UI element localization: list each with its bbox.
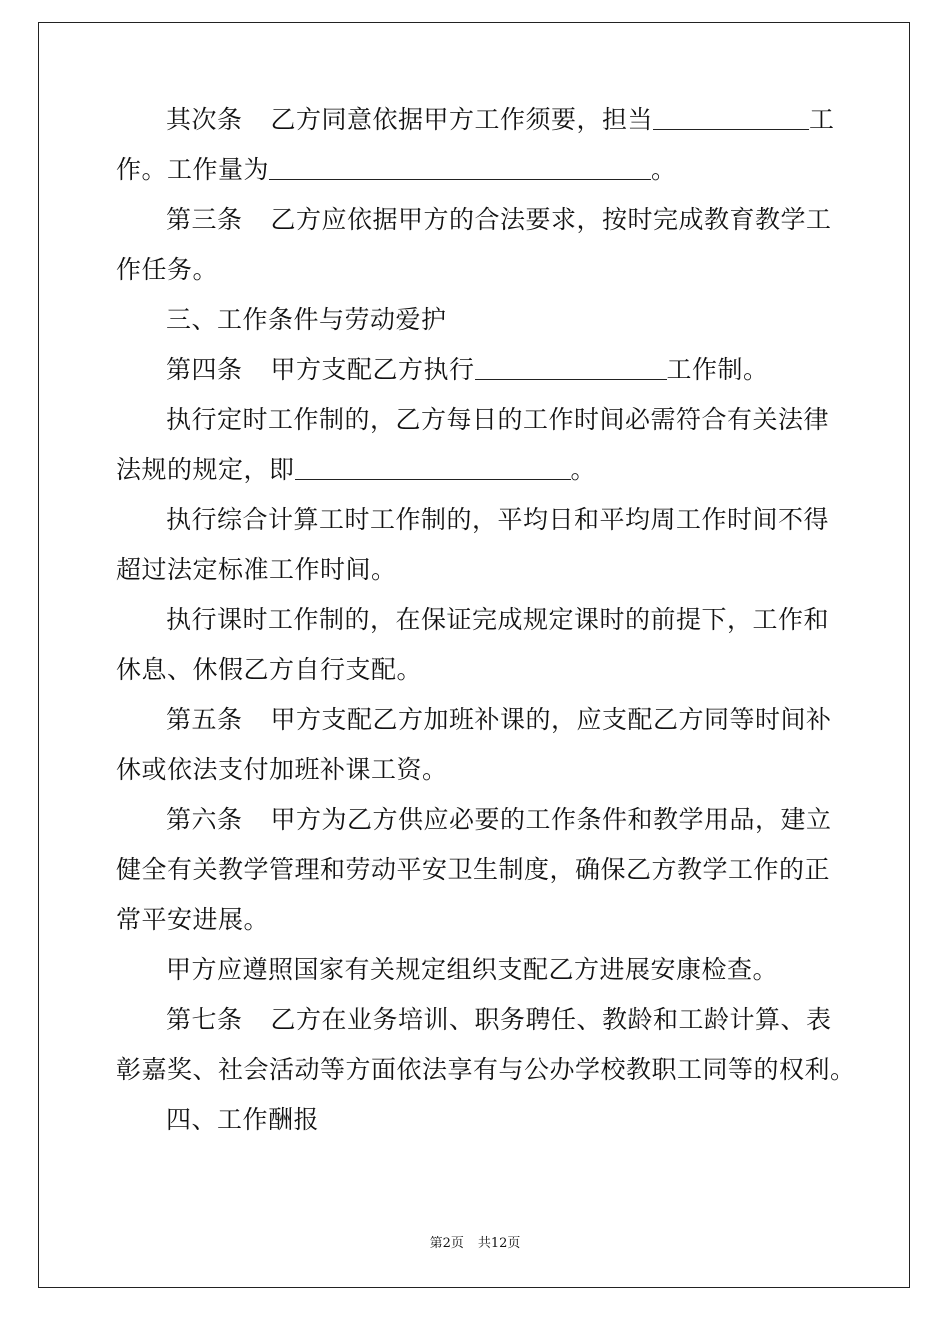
article-6-line-1	[116, 795, 836, 845]
text-segment: 甲方支配乙方加班补课的，应支配乙方同等时间补	[270, 705, 832, 734]
paragraph-line: 休息、休假乙方自行支配。	[116, 655, 423, 684]
text-segment: 乙方在业务培训、职务聘任、教龄和工龄计算、表	[270, 1005, 832, 1034]
paragraph-line: 超过法定标准工作时间。	[116, 555, 397, 584]
page-total: 共12页	[477, 1236, 521, 1251]
text-segment: 甲方支配乙方执行	[270, 355, 475, 384]
paragraph-line: 休或依法支付加班补课工资。	[116, 755, 448, 784]
article-7-line-1	[116, 995, 836, 1045]
page-number: 第2页	[429, 1236, 464, 1251]
paragraph-line: 健全有关教学管理和劳动平安卫生制度，确保乙方教学工作的正	[116, 855, 831, 884]
article-label: 第六条	[166, 805, 243, 834]
text-segment: 。	[651, 155, 677, 184]
article-label: 第五条	[166, 705, 243, 734]
text-segment: 。	[570, 455, 597, 484]
article-2-line-2	[116, 145, 836, 195]
page-footer	[0, 1232, 950, 1251]
text-segment: 工作制。	[666, 355, 769, 384]
section-heading-4: 四、工作酬报	[166, 1105, 320, 1134]
section-heading-3: 三、工作条件与劳动爱护	[166, 305, 447, 334]
article-2-line-1	[116, 95, 836, 145]
text-segment: 乙方同意依据甲方工作须要，担当	[270, 105, 654, 134]
text-segment: 甲方为乙方供应必要的工作条件和教学用品，建立	[270, 805, 832, 834]
article-4-line-1	[116, 345, 836, 395]
article-label: 第四条	[166, 355, 243, 384]
fill-blank-job	[653, 99, 809, 130]
fill-blank-work-system	[475, 349, 667, 380]
article-3-line-1	[116, 195, 836, 245]
paragraph-line: 执行定时工作制的，乙方每日的工作时间必需符合有关法律	[166, 405, 830, 434]
article-3-line-2: 作任务。	[116, 255, 219, 284]
paragraph-line: 常平安进展。	[116, 905, 270, 934]
fill-blank-workload	[269, 149, 651, 180]
text-segment: 工	[809, 105, 835, 134]
paragraph-line: 执行课时工作制的，在保证完成规定课时的前提下，工作和	[166, 605, 830, 634]
paragraph-line: 彰嘉奖、社会活动等方面依法享有与公办学校教职工同等的权利。	[116, 1055, 856, 1084]
fill-blank-rules	[295, 449, 571, 480]
article-label: 第七条	[166, 1005, 243, 1034]
text-segment: 乙方应依据甲方的合法要求，按时完成教育教学工	[270, 205, 832, 234]
paragraph-line: 执行综合计算工时工作制的，平均日和平均周工作时间不得	[166, 505, 830, 534]
paragraph-line: 甲方应遵照国家有关规定组织支配乙方进展安康检查。	[166, 955, 779, 984]
text-segment: 法规的规定，即	[116, 455, 295, 484]
document-body	[116, 95, 856, 1145]
text-segment: 作。工作量为	[116, 155, 270, 184]
article-5-line-1	[116, 695, 836, 745]
paragraph-line	[116, 445, 836, 495]
article-label: 其次条	[166, 105, 243, 134]
article-label: 第三条	[166, 205, 243, 234]
